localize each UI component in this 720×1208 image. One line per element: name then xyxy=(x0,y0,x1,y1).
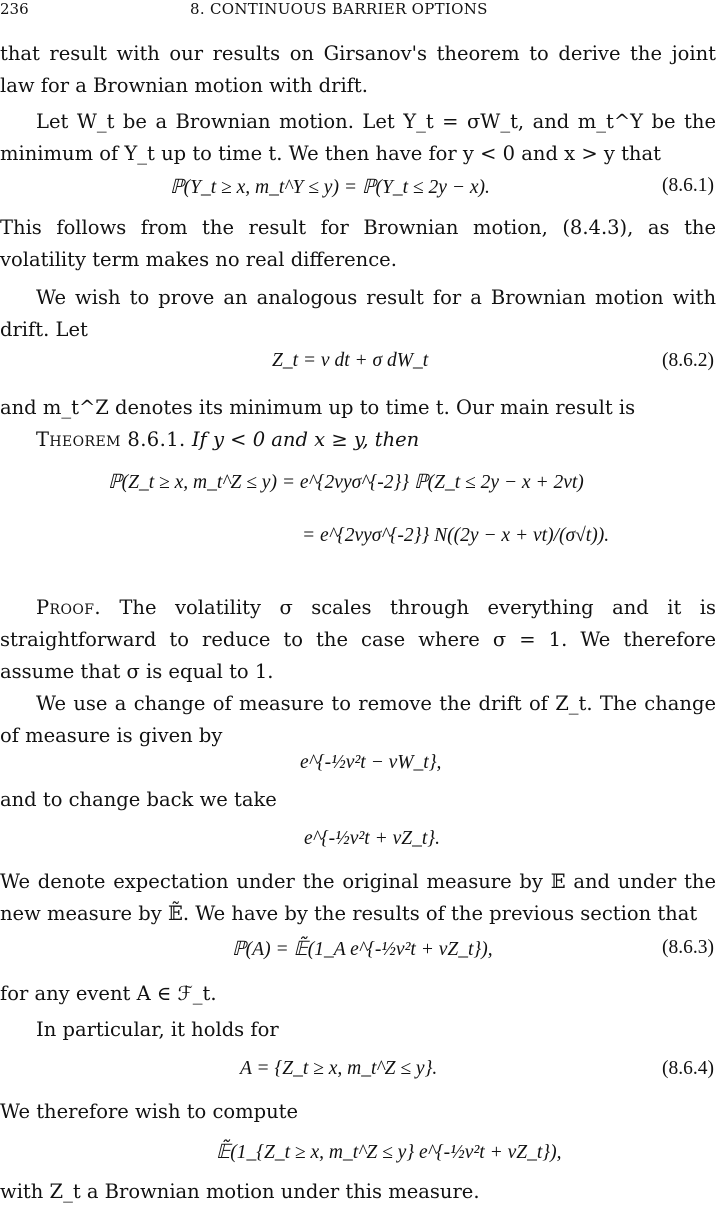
equation-8-6-1-body: ℙ(Y_t ≥ x, m_t^Y ≤ y) = ℙ(Y_t ≤ 2y − x). xyxy=(170,177,490,198)
paragraph-expectation: We denote expectation under the original measure by 𝔼 and under the new measure by 𝔼̃. We have by the results of the previous section that xyxy=(0,870,716,925)
theorem-equation-line2 xyxy=(0,525,716,559)
theorem-statement xyxy=(0,424,716,456)
equation-8-6-2-body: Z_t = ν dt + σ dW_t xyxy=(272,350,429,371)
theorem-label: Theorem 8.6.1. xyxy=(36,428,186,451)
equation-compute xyxy=(0,1140,716,1174)
theorem-equation-line1-body: ℙ(Z_t ≥ x, m_t^Z ≤ y) = e^{2νyσ^{-2}} ℙ(Z_t ≤ 2y − x + 2νt) xyxy=(108,472,584,493)
paragraph-let-wt: Let W_t be a Brownian motion. Let Y_t = σW_t, and m_t^Y be the minimum of Y_t up to time t. We then have for y < 0 and x > y that xyxy=(0,110,716,165)
equation-8-6-3-number: (8.6.3) xyxy=(662,937,714,958)
paragraph-intro: that result with our results on Girsanov's theorem to derive the joint law for a Brownian motion with drift. xyxy=(0,42,716,97)
page-number: 236 xyxy=(0,0,29,18)
equation-8-6-2-number: (8.6.2) xyxy=(662,350,714,371)
paragraph-compute: We therefore wish to compute xyxy=(0,1100,299,1123)
equation-8-6-1 xyxy=(0,175,716,209)
paragraph-change-of-measure: We use a change of measure to remove the drift of Z_t. The change of measure is given by xyxy=(0,692,716,747)
paragraph-change-back: and to change back we take xyxy=(0,788,277,811)
equation-8-6-4-number: (8.6.4) xyxy=(662,1058,714,1079)
paragraph-in-particular: In particular, it holds for xyxy=(36,1018,279,1041)
paragraph-follows: This follows from the result for Brownian motion, (8.4.3), as the volatility term makes no real difference. xyxy=(0,216,716,271)
chapter-title: 8. CONTINUOUS BARRIER OPTIONS xyxy=(190,0,488,18)
equation-compute-body: 𝔼̃(1_{Z_t ≥ x, m_t^Z ≤ y} e^{-½ν²t + νZ_t}), xyxy=(216,1142,562,1163)
theorem-text: If y < 0 and x ≥ y, then xyxy=(191,428,420,451)
paragraph-minimum: and m_t^Z denotes its minimum up to time t. Our main result is xyxy=(0,396,636,419)
equation-8-6-2 xyxy=(0,350,716,384)
equation-change-measure-body: e^{-½ν²t − νW_t}, xyxy=(300,752,442,773)
equation-change-back-body: e^{-½ν²t + νZ_t}. xyxy=(304,828,440,849)
equation-8-6-4 xyxy=(0,1058,716,1092)
paragraph-final: with Z_t a Brownian motion under this measure. xyxy=(0,1180,480,1203)
proof-label: Proof. xyxy=(36,596,101,619)
paragraph-any-event: for any event A ∈ ℱ_t. xyxy=(0,982,217,1005)
equation-8-6-3 xyxy=(0,937,716,971)
equation-8-6-1-number: (8.6.1) xyxy=(662,175,714,196)
equation-8-6-3-body: ℙ(A) = 𝔼̃(1_A e^{-½ν²t + νZ_t}), xyxy=(232,939,493,960)
equation-change-measure xyxy=(0,752,716,786)
theorem-equation-line2-body: = e^{2νyσ^{-2}} N((2y − x + νt)/(σ√t)). xyxy=(302,525,610,546)
proof-paragraph: Proof. The volatility σ scales through everything and it is straightforward to reduce to the case where σ = 1. We therefore assume that σ is equal to 1. xyxy=(0,596,716,683)
paragraph-analogous: We wish to prove an analogous result for a Brownian motion with drift. Let xyxy=(0,286,716,341)
running-header xyxy=(0,0,720,20)
equation-change-back xyxy=(0,828,716,862)
theorem-equation-line1 xyxy=(0,470,716,504)
equation-8-6-4-body: A = {Z_t ≥ x, m_t^Z ≤ y}. xyxy=(240,1058,438,1079)
